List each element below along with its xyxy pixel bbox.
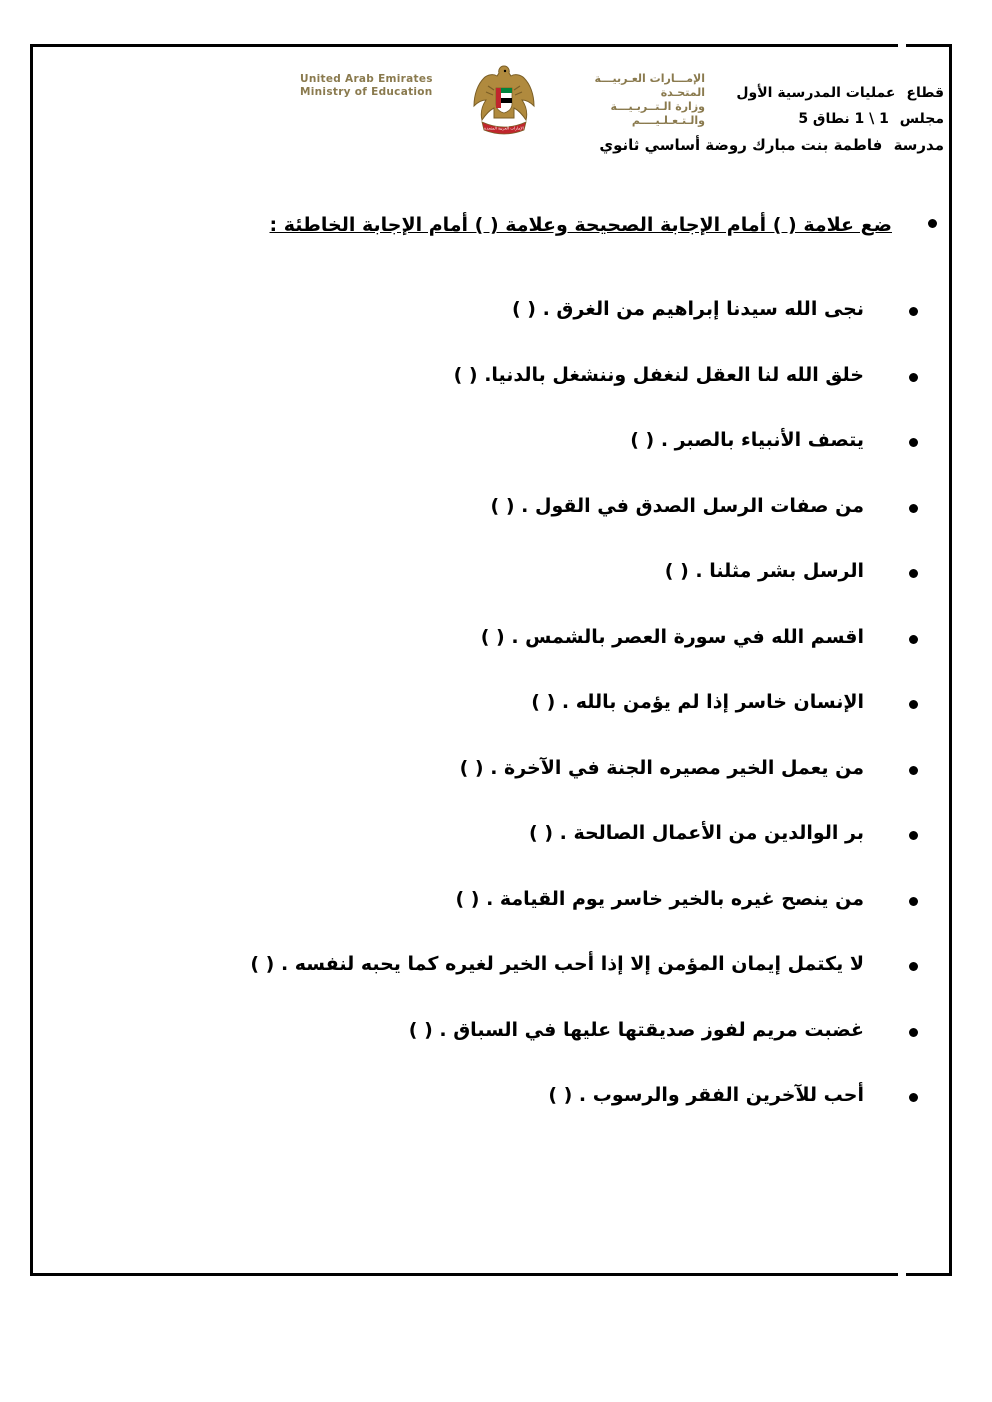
question-text: الإنسان خاسر إذا لم يؤمن بالله . ( ) bbox=[531, 691, 864, 713]
ministry-ar-line1: الإمـــارات العـربيـــة المتحـدة bbox=[594, 72, 705, 99]
ministry-name-english bbox=[300, 73, 433, 99]
ministry-en-line1: United Arab Emirates bbox=[300, 73, 433, 85]
bullet-icon bbox=[909, 635, 918, 644]
emblem-scroll-text: الإمارات العربية المتحدة bbox=[484, 125, 524, 131]
bullet-icon bbox=[909, 897, 918, 906]
bullet-icon bbox=[909, 831, 918, 840]
school-label: مدرسة bbox=[893, 136, 944, 154]
bullet-icon bbox=[909, 962, 918, 971]
bullet-icon bbox=[909, 569, 918, 578]
border-gap-top bbox=[898, 40, 906, 50]
school-value: فاطمة بنت مبارك روضة أساسي ثانوي bbox=[599, 136, 883, 154]
question-text: من صفات الرسل الصدق في القول . ( ) bbox=[490, 494, 864, 517]
question-text: من يعمل الخير مصيره الجنة في الآخرة . ( ) bbox=[459, 756, 864, 779]
question-text: نجى الله سيدنا إبراهيم من الغرق . ( ) bbox=[511, 298, 864, 320]
bullet-icon bbox=[909, 700, 918, 709]
instruction-text: ضع علامة ( ) أمام الإجابة الصحيحة وعلامة ( ) أمام الإجابة الخاطئة : bbox=[269, 214, 892, 236]
bullet-icon bbox=[909, 307, 918, 316]
question-text: اقسم الله في سورة العصر بالشمس . ( ) bbox=[480, 625, 864, 648]
bullet-icon bbox=[909, 1028, 918, 1037]
bullet-icon bbox=[909, 766, 918, 775]
council-label: مجلس bbox=[899, 111, 944, 127]
question-text: غضبت مريم لفوز صديقتها عليها في السباق . ( ) bbox=[408, 1018, 864, 1041]
sector-label: قطاع bbox=[906, 85, 944, 101]
ministry-ar-line2: وزارة الـتــربـيـــة والـتـعـلـيــــم bbox=[610, 100, 705, 127]
question-text: الرسل بشر مثلنا . ( ) bbox=[664, 560, 864, 582]
question-text: يتصف الأنبياء بالصبر . ( ) bbox=[630, 429, 864, 451]
question-text: خلق الله لنا العقل لنغفل وننشغل بالدنيا. ( ) bbox=[453, 363, 864, 386]
question-text: بر الوالدين من الأعمال الصالحة . ( ) bbox=[529, 822, 864, 844]
bullet-icon bbox=[909, 1093, 918, 1102]
bullet-icon bbox=[909, 504, 918, 513]
school-row bbox=[599, 132, 944, 158]
ministry-en-line2: Ministry of Education bbox=[300, 86, 433, 98]
sector-value: عمليات المدرسية الأول bbox=[736, 85, 896, 101]
bullet-icon bbox=[909, 438, 918, 447]
border-gap-bottom bbox=[898, 1270, 906, 1280]
question-text: لا يكتمل إيمان المؤمن إلا إذا أحب الخير لغيره كما يحبه لنفسه . ( ) bbox=[250, 953, 864, 975]
instruction-bullet bbox=[928, 219, 937, 228]
flag-shield-icon bbox=[496, 88, 512, 113]
question-text: من ينصح غيره بالخير خاسر يوم القيامة . ( ) bbox=[455, 887, 864, 910]
council-value: 1 \ 1 نطاق 5 bbox=[798, 111, 889, 127]
question-text: أحب للآخرين الفقر والرسوب . ( ) bbox=[548, 1084, 864, 1106]
bullet-icon bbox=[909, 373, 918, 382]
uae-emblem-logo bbox=[464, 60, 544, 140]
ministry-name-arabic bbox=[563, 72, 705, 128]
